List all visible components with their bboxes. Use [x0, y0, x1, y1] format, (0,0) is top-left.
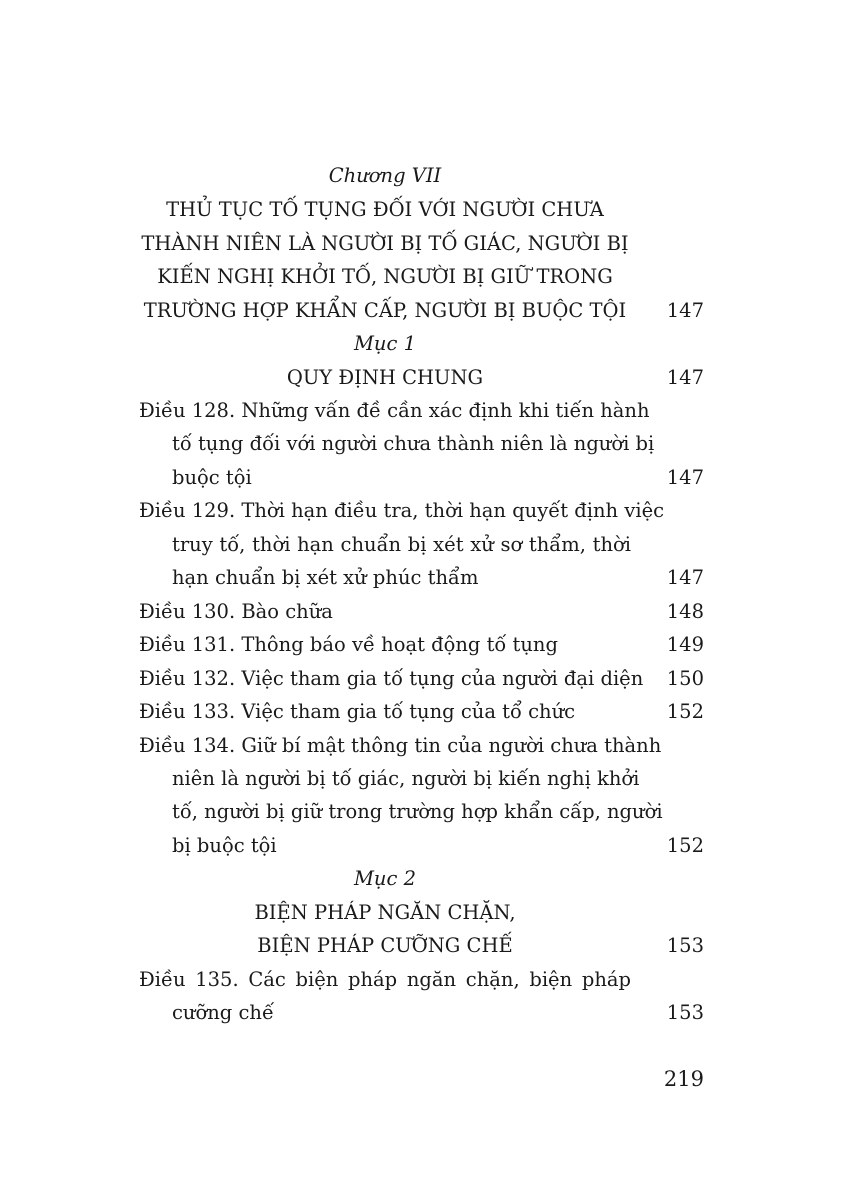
toc-entry-128-line-2: tố tụng đối với người chưa thành niên là người bị: [172, 432, 655, 455]
toc-entry-129-page: 147: [666, 566, 704, 589]
toc-entry-134-line-4: bị buộc tội: [172, 834, 277, 857]
section2-label: Mục 2: [353, 867, 417, 890]
chapter-page-number: 147: [666, 299, 704, 322]
toc-entry-134-line-1: Điều 134. Giữ bí mật thông tin của người chưa thành: [139, 734, 662, 757]
section1-title: QUY ĐỊNH CHUNG: [286, 366, 484, 389]
toc-entry-129-line-2: truy tố, thời hạn chuẩn bị xét xử sơ thẩm, thời: [172, 533, 631, 556]
chapter-title-line-4: TRƯỜNG HỢP KHẨN CẤP, NGƯỜI BỊ BUỘC TỘI: [143, 299, 627, 322]
section2-page-number: 153: [666, 934, 704, 957]
chapter-label: Chương VII: [328, 164, 442, 187]
toc-entry-133-page: 152: [666, 700, 704, 723]
chapter-title-line-2: THÀNH NIÊN LÀ NGƯỜI BỊ TỐ GIÁC, NGƯỜI BỊ: [141, 232, 629, 255]
toc-entry-135-line-1: Điều 135. Các biện pháp ngăn chặn, biện pháp: [139, 968, 631, 991]
toc-entry-129-line-3: hạn chuẩn bị xét xử phúc thẩm: [172, 566, 479, 589]
toc-entry-134-line-2: niên là người bị tố giác, người bị kiến nghị khởi: [172, 767, 640, 790]
toc-entry-134-line-3: tố, người bị giữ trong trường hợp khẩn cấp, người: [172, 800, 663, 823]
page-number: 219: [663, 1067, 704, 1091]
chapter-title-line-1: THỦ TỤC TỐ TỤNG ĐỐI VỚI NGƯỜI CHƯA: [166, 198, 604, 221]
toc-entry-128-line-3: buộc tội: [172, 466, 252, 489]
toc-entry-128-line-1: Điều 128. Những vấn đề cần xác định khi tiến hành: [139, 399, 650, 422]
toc-entry-134-page: 152: [666, 834, 704, 857]
toc-entry-135-page: 153: [666, 1001, 704, 1024]
section2-title-line-1: BIỆN PHÁP NGĂN CHẶN,: [254, 901, 516, 924]
section1-page-number: 147: [666, 366, 704, 389]
toc-entry-131: Điều 131. Thông báo về hoạt động tố tụng: [139, 633, 558, 656]
toc-entry-130: Điều 130. Bào chữa: [139, 600, 333, 623]
toc-entry-135-line-2: cưỡng chế: [172, 1001, 274, 1024]
chapter-title-line-3: KIẾN NGHỊ KHỞI TỐ, NGƯỜI BỊ GIỮ TRONG: [157, 265, 613, 288]
toc-entry-132: Điều 132. Việc tham gia tố tụng của người đại diện: [139, 667, 644, 690]
toc-entry-131-page: 149: [666, 633, 704, 656]
toc-entry-133: Điều 133. Việc tham gia tố tụng của tổ chức: [139, 700, 576, 723]
toc-entry-130-page: 148: [666, 600, 704, 623]
section1-label: Mục 1: [353, 332, 417, 355]
toc-entry-128-page: 147: [666, 466, 704, 489]
toc-entry-132-page: 150: [666, 667, 704, 690]
toc-entry-129-line-1: Điều 129. Thời hạn điều tra, thời hạn quyết định việc: [139, 499, 665, 522]
section2-title-line-2: BIỆN PHÁP CƯỠNG CHẾ: [257, 934, 513, 957]
